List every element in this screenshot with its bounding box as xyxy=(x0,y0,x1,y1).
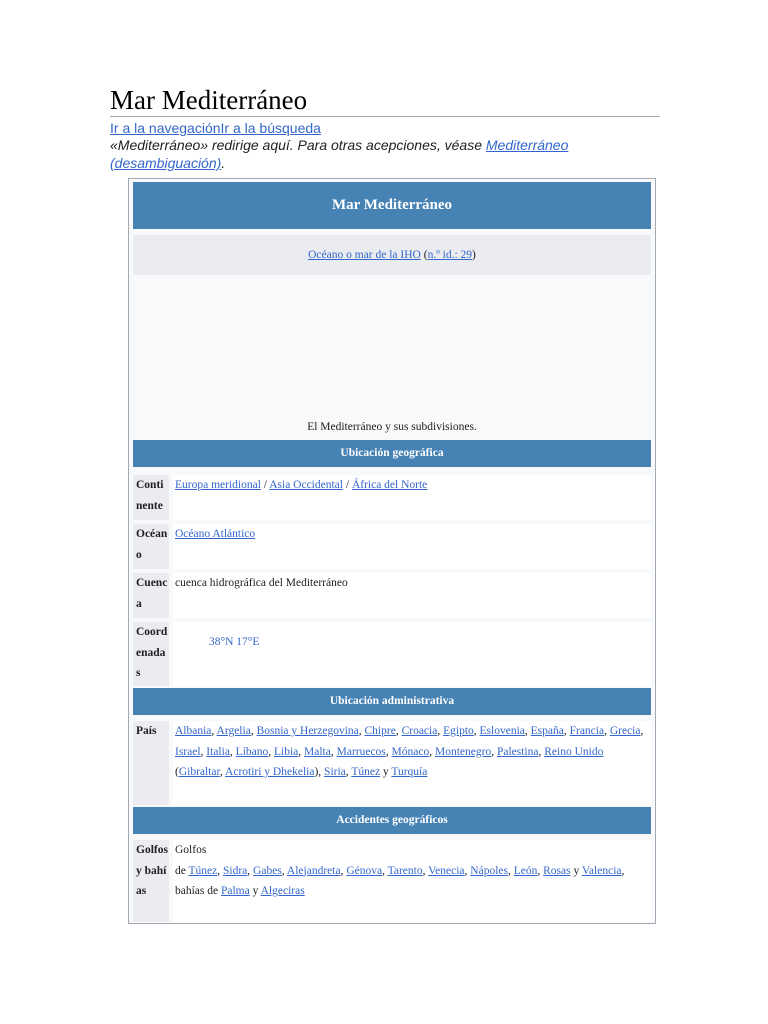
gulf-link[interactable]: Rosas xyxy=(543,864,571,877)
country-link[interactable]: Marruecos xyxy=(336,745,386,758)
separator-text: , xyxy=(563,725,570,737)
section-header-geo: Ubicación geográfica xyxy=(133,440,651,467)
country-link[interactable]: Turquía xyxy=(391,766,428,778)
disambiguation-link[interactable]: Mediterráneo (desambiguación) xyxy=(110,137,569,171)
gulf-link[interactable]: León xyxy=(513,864,538,877)
continente-value xyxy=(173,475,651,520)
country-link[interactable]: Egipto xyxy=(443,725,474,737)
europa-meridional-link[interactable]: Europa meridional xyxy=(175,479,261,491)
country-list xyxy=(175,725,643,778)
country-link[interactable]: Palestina xyxy=(496,745,539,758)
golfos-intro: Golfos xyxy=(175,844,207,856)
infobox-title: Mar Mediterráneo xyxy=(133,182,651,229)
separator-text: , xyxy=(229,745,236,758)
separator-text: , xyxy=(640,725,644,737)
coordenadas-value xyxy=(173,622,651,686)
gulf-link[interactable]: Valencia xyxy=(581,864,622,877)
separator-text: , xyxy=(604,725,610,737)
country-link[interactable]: Chipre xyxy=(364,725,396,737)
separator-text: , xyxy=(250,725,257,737)
country-link[interactable]: Líbano xyxy=(235,745,269,758)
bay-link[interactable]: Palma xyxy=(220,885,250,897)
separator-text: y xyxy=(249,885,261,897)
country-link[interactable]: Reino Unido xyxy=(544,745,604,758)
hatnote-end: . xyxy=(221,155,226,171)
separator-text: ( xyxy=(175,766,179,778)
bay-link[interactable]: Algeciras xyxy=(260,885,305,897)
separator-text: , xyxy=(422,864,429,877)
jump-to-navigation-link[interactable]: Ir a la navegación xyxy=(110,120,221,136)
country-link[interactable]: Croacia xyxy=(401,725,438,737)
separator-text: , xyxy=(464,864,471,877)
hatnote xyxy=(110,136,650,172)
separator-text: , xyxy=(385,745,392,758)
separator-text: , xyxy=(298,745,305,758)
country-link[interactable]: Italia xyxy=(206,745,230,758)
separator-text: , xyxy=(437,725,444,737)
golfos-label: Golfos y bahías xyxy=(133,840,169,922)
separator-text: , xyxy=(538,745,545,758)
gulf-link[interactable]: Venecia xyxy=(428,864,465,877)
asia-occidental-link[interactable]: Asia Occidental xyxy=(269,479,343,491)
gulf-link[interactable]: Tarento xyxy=(387,864,423,877)
country-link[interactable]: Siria xyxy=(324,766,346,778)
continente-label: Continente xyxy=(133,475,169,520)
separator-text: , xyxy=(524,725,531,737)
separator-text: de xyxy=(175,864,189,877)
separator-text: , xyxy=(268,745,274,758)
country-link[interactable]: Túnez xyxy=(351,766,381,778)
country-link[interactable]: Francia xyxy=(569,725,605,737)
gulf-link[interactable]: Génova xyxy=(346,864,383,877)
country-link[interactable]: Montenegro xyxy=(434,745,492,758)
infobox xyxy=(128,178,656,924)
separator-text: , xyxy=(211,725,217,737)
africa-del-norte-link[interactable]: África del Norte xyxy=(351,479,428,491)
gulf-list xyxy=(175,865,624,898)
jump-links xyxy=(110,119,321,137)
map-image[interactable] xyxy=(133,279,651,437)
oceano-atlantico-link[interactable]: Océano Atlántico xyxy=(175,528,256,540)
separator-text: , xyxy=(507,864,514,877)
oceano-label: Océano xyxy=(133,524,169,569)
coordenadas-label: Coordenadas xyxy=(133,622,169,686)
separator-text: , bahías de xyxy=(175,864,625,897)
sep: / xyxy=(342,479,352,491)
sep: / xyxy=(260,479,270,491)
paren-close: ) xyxy=(472,249,476,261)
coordinates-link[interactable]: 38°N 17°E xyxy=(209,636,260,648)
territory-link[interactable]: Acrotiri y Dhekelia xyxy=(225,766,315,778)
oceano-value xyxy=(173,524,651,569)
country-link[interactable]: Argelia xyxy=(216,725,251,737)
gulf-link[interactable]: Alejandreta xyxy=(286,864,341,877)
separator-text: , xyxy=(219,766,226,778)
territory-link[interactable]: Gibraltar xyxy=(178,766,220,778)
separator-text: , xyxy=(491,745,497,758)
gulf-link[interactable]: Nápoles xyxy=(470,864,508,877)
separator-text: , xyxy=(281,864,287,877)
separator-text: , xyxy=(473,725,480,737)
country-link[interactable]: Libia xyxy=(274,745,299,758)
country-link[interactable]: Malta xyxy=(304,745,331,758)
separator-text: , xyxy=(429,745,435,758)
hatnote-text: «Mediterráneo» redirige aquí. Para otras acepciones, véase xyxy=(110,137,486,153)
cuenca-label: Cuenca xyxy=(133,573,169,618)
separator-text: , xyxy=(345,766,352,778)
map-caption: El Mediterráneo y sus subdivisiones. xyxy=(307,421,477,433)
gulf-link[interactable]: Túnez xyxy=(188,864,218,877)
pais-label: País xyxy=(133,721,169,805)
section-header-features: Accidentes geográficos xyxy=(133,807,651,834)
country-link[interactable]: Albania xyxy=(175,725,212,737)
separator-text: , xyxy=(200,745,207,758)
separator-text: , xyxy=(247,864,254,877)
jump-to-search-link[interactable]: Ir a la búsqueda xyxy=(220,120,321,136)
paren-open: ( xyxy=(420,249,428,261)
separator-text: y xyxy=(380,766,392,778)
country-link[interactable]: Eslovenia xyxy=(479,725,525,737)
separator-text: , xyxy=(382,864,388,877)
separator-text: , xyxy=(340,864,347,877)
separator-text: , xyxy=(395,725,402,737)
page-title: Mar Mediterráneo xyxy=(110,84,660,117)
iho-id-link[interactable]: n.º id.: 29 xyxy=(427,249,473,261)
separator-text: , xyxy=(330,745,337,758)
country-link[interactable]: Bosnia y Herzegovina xyxy=(256,725,359,737)
country-link[interactable]: España xyxy=(530,725,564,737)
gulf-link[interactable]: Gabes xyxy=(253,864,282,877)
country-link[interactable]: Grecia xyxy=(609,725,641,737)
cuenca-value: cuenca hidrográfica del Mediterráneo xyxy=(173,573,651,618)
infobox-subheader xyxy=(133,235,651,275)
pais-value xyxy=(173,721,651,805)
separator-text: , xyxy=(537,864,544,877)
country-link[interactable]: Mónaco xyxy=(391,745,430,758)
country-link[interactable]: Israel xyxy=(175,745,201,758)
gulf-link[interactable]: Sidra xyxy=(223,864,248,877)
golfos-value xyxy=(173,840,651,922)
separator-text: y xyxy=(570,864,582,877)
separator-text: , xyxy=(358,725,365,737)
separator-text: , xyxy=(217,864,224,877)
separator-text: ), xyxy=(314,766,325,778)
section-header-admin: Ubicación administrativa xyxy=(133,688,651,715)
iho-link[interactable]: Océano o mar de la IHO xyxy=(308,249,421,261)
